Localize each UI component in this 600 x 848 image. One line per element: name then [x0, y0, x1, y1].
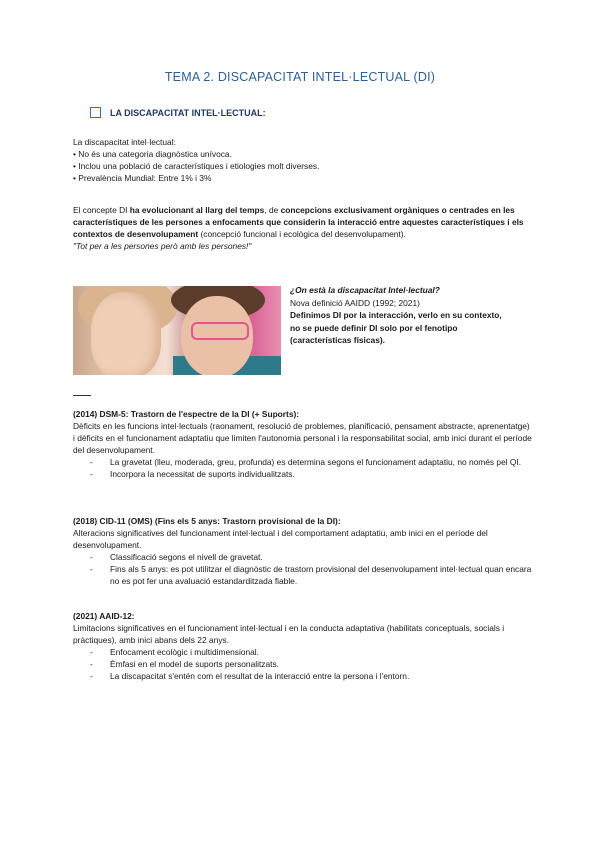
- dsm-section: [73, 408, 533, 480]
- section-heading-text: LA DISCAPACITAT INTEL·LECTUAL:: [110, 107, 266, 118]
- list-item: • No és una categoria diagnòstica unívoca.: [73, 148, 533, 160]
- checkbox-icon: [90, 107, 101, 118]
- dsm-heading: (2014) DSM-5: Trastorn de l'espectre de la DI (+ Suports):: [73, 409, 300, 419]
- cid-section: [73, 515, 533, 587]
- concept-text: (concepció funcional i ecològica del desenvolupament).: [198, 229, 406, 239]
- intro-bullet-list: [73, 148, 533, 184]
- concept-paragraph: [73, 204, 528, 252]
- aaid-heading: (2021) AAID-12:: [73, 611, 135, 621]
- dsm-body: Dèficits en les funcions intel·lectuals (raonament, resolució de problemes, planificació, pensament abstracte, aprenentatge) i dèficits en el funcionament adaptatiu que limiten l'autonomia personal i la responsabilitat social, amb inici durant el període del desenvolupament.: [73, 421, 532, 455]
- aaid-section: [73, 610, 533, 682]
- list-item: - La discapacitat s'entén com el resultat de la interacció entre la persona i l'entorn.: [73, 670, 533, 682]
- concept-quote: "Tot per a les persones però amb les persones!": [73, 241, 252, 251]
- section-heading: [90, 107, 266, 118]
- list-item: - La gravetat (lleu, moderada, greu, profunda) es determina segons el funcionament adaptatiu, no només pel QI.: [73, 456, 533, 468]
- concept-bold-text: concepcions exclusivament orgàniques o centrades en les característiques de les persones a enfocaments que considerin la interacció entre aquestes característiques i els contextos de desenvolupament: [73, 205, 524, 239]
- aaid-list: [73, 646, 533, 682]
- concept-text: , de: [264, 205, 281, 215]
- photo-mother-and-child: [73, 286, 281, 375]
- aaid-body: Limitacions significatives en el funcionament intel·lectual i en la conducta adaptativa (habilitats conceptuals, socials i pràctiques), amb inici abans dels 22 anys.: [73, 623, 505, 645]
- intro-lead: La discapacitat intel·lectual:: [73, 137, 176, 147]
- list-item: - Incorpora la necessitat de suports individualitzats.: [73, 468, 533, 480]
- cid-heading: (2018) CID-11 (OMS) (Fins els 5 anys: Trastorn provisional de la DI):: [73, 516, 341, 526]
- page-title: TEMA 2. DISCAPACITAT INTEL·LECTUAL (DI): [164, 70, 436, 84]
- definition-source: Nova definició AAIDD (1992; 2021): [290, 297, 420, 308]
- cid-list: [73, 551, 533, 587]
- definition-question: ¿On està la discapacitat Intel·lectual?: [290, 285, 440, 295]
- list-item: - Fins als 5 anys: es pot utilitzar el diagnòstic de trastorn provisional del desenvolupament intel·lectual quan encara no es pot fer una avaluació estandarditzada fiable.: [73, 563, 533, 587]
- list-item: • Inclou una població de característiques i etiologies molt diverses.: [73, 160, 533, 172]
- intro-block: [73, 136, 533, 184]
- concept-bold-text: ha evolucionant al llarg del temps: [129, 205, 265, 215]
- dsm-list: [73, 456, 533, 480]
- list-item: - Classificació segons el nivell de gravetat.: [73, 551, 533, 563]
- list-item: - Èmfasi en el model de suports personalitzats.: [73, 658, 533, 670]
- list-item: • Prevalència Mundial: Entre 1% i 3%: [73, 172, 533, 184]
- cid-body: Alteracions significatives del funcionament intel·lectual i del comportament adaptatiu, amb inici en el període del desenvolupament.: [73, 528, 488, 550]
- definition-text: Definimos DI por la interacción, verlo en su contexto, no se puede definir DI solo por el fenotipo (características físicas).: [290, 310, 502, 345]
- divider: [73, 395, 91, 396]
- definition-block: [290, 284, 505, 347]
- list-item: - Enfocament ecològic i multidimensional.: [73, 646, 533, 658]
- concept-text: El concepte DI: [73, 205, 130, 215]
